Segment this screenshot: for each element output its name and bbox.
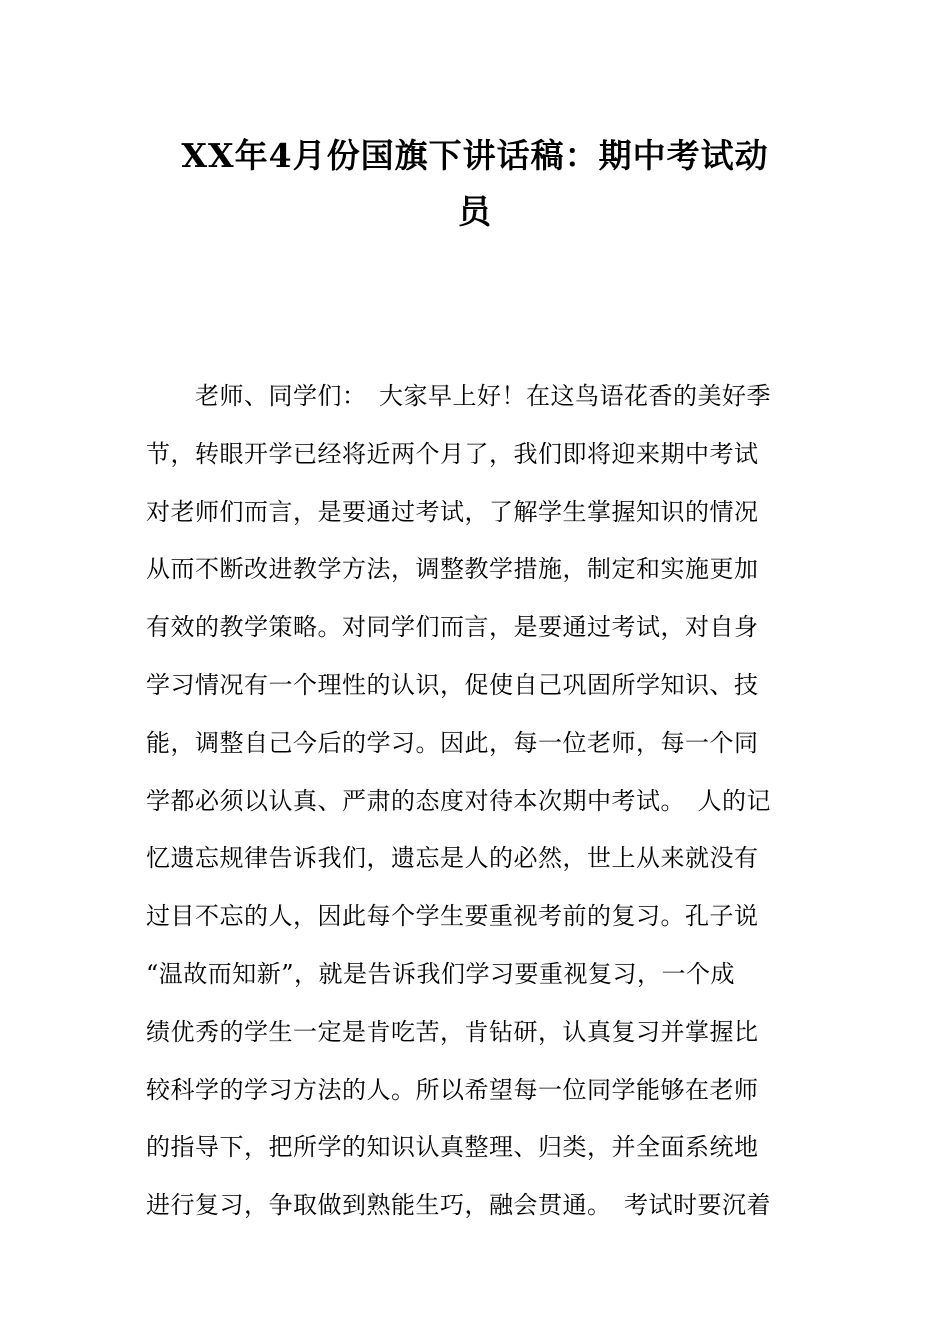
body-line: 有效的教学策略。对同学们而言，是要通过考试，对自身 bbox=[146, 613, 759, 642]
body-line: 学习情况有一个理性的认识，促使自己巩固所学知识、技 bbox=[146, 670, 759, 699]
body-line: “温故而知新”，就是告诉我们学习要重视复习，一个成 bbox=[146, 959, 736, 988]
title-line: 员 bbox=[458, 192, 492, 231]
body-line: 能，调整自己今后的学习。因此，每一位老师，每一个同 bbox=[146, 728, 759, 757]
document-title bbox=[130, 128, 820, 240]
body-line: 过目不忘的人，因此每个学生要重视考前的复习。孔子说 bbox=[146, 902, 759, 931]
body-line: 忆遗忘规律告诉我们，遗忘是人的必然，世上从来就没有 bbox=[146, 844, 759, 873]
body-line: 老师、同学们： 大家早上好！在这鸟语花香的美好季 bbox=[146, 382, 771, 410]
title-line: XX年4月份国旗下讲话稿：期中考试动 bbox=[181, 136, 769, 175]
body-line: 进行复习，争取做到熟能生巧，融会贯通。 考试时要沉着 bbox=[146, 1191, 771, 1220]
document-body bbox=[146, 374, 811, 1241]
body-line: 节，转眼开学已经将近两个月了，我们即将迎来期中考试 bbox=[146, 439, 759, 468]
body-line: 绩优秀的学生一定是肯吃苦，肯钻研，认真复习并掌握比 bbox=[146, 1017, 759, 1046]
body-line: 对老师们而言，是要通过考试，了解学生掌握知识的情况 bbox=[146, 497, 759, 526]
body-line: 学都必须以认真、严肃的态度对待本次期中考试。 人的记 bbox=[146, 786, 771, 815]
body-line: 的指导下，把所学的知识认真整理、归类，并全面系统地 bbox=[146, 1133, 759, 1162]
body-line: 从而不断改进教学方法，调整教学措施，制定和实施更加 bbox=[146, 555, 759, 584]
body-line: 较科学的学习方法的人。所以希望每一位同学能够在老师 bbox=[146, 1075, 759, 1104]
